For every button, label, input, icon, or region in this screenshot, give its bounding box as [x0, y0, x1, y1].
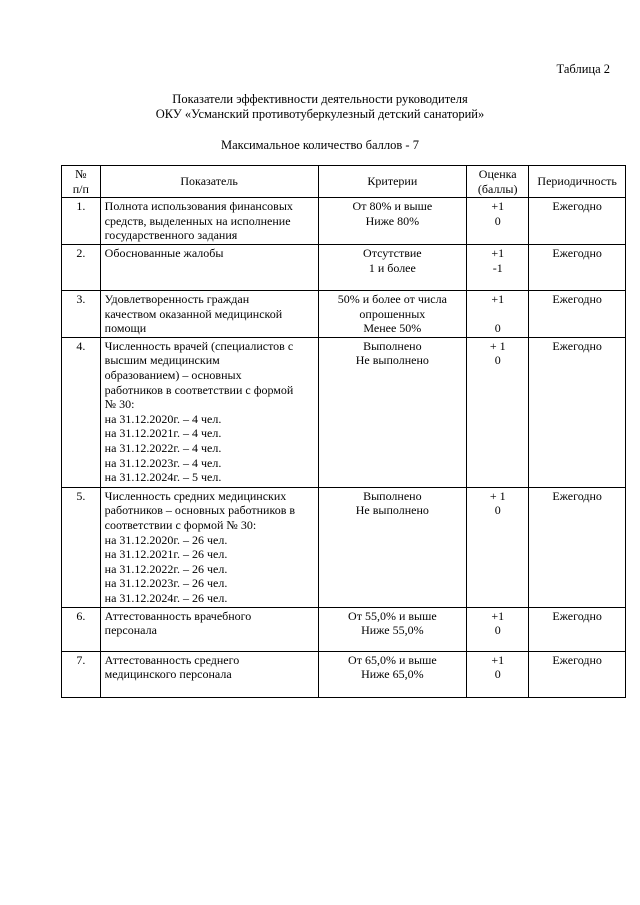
document-title-line-2: ОКУ «Усманский противотуберкулезный детский санаторий»: [155, 107, 485, 121]
criteria-cell-line: 50% и более от числа: [337, 291, 447, 306]
criteria-cell-line: Отсутствие: [363, 245, 422, 260]
row-number: 5.: [62, 487, 101, 607]
indicator-cell: [100, 244, 318, 290]
period-cell: Ежегодно: [529, 290, 626, 337]
indicator-cell-line: на 31.12.2020г. – 4 чел.: [104, 411, 222, 426]
indicator-cell-line: помощи: [104, 321, 147, 336]
score-cell: [467, 198, 529, 245]
indicator-cell-line: Численность средних медицинских: [104, 488, 287, 503]
criteria-cell: [318, 244, 467, 290]
score-cell: [467, 337, 529, 487]
indicator-cell-line: Аттестованность среднего: [104, 652, 240, 667]
period-cell: Ежегодно: [529, 244, 626, 290]
criteria-cell-line: опрошенных: [359, 306, 426, 321]
indicator-cell-line: высшим медицинским: [104, 353, 220, 368]
table-row: [62, 607, 626, 651]
header-score-line-1: Оценка: [478, 167, 517, 181]
criteria-cell-line: Ниже 65,0%: [361, 667, 424, 682]
score-cell: [467, 487, 529, 607]
row-number: 1.: [62, 198, 101, 245]
score-cell-line: 0: [494, 623, 501, 638]
score-cell-line: + 1: [489, 338, 506, 353]
table-row: [62, 337, 626, 487]
indicator-cell-line: на 31.12.2023г. – 26 чел.: [104, 576, 228, 591]
indicator-cell-line: работников – основных работников в: [104, 503, 296, 518]
indicator-cell-line: на 31.12.2024г. – 26 чел.: [104, 590, 228, 605]
indicator-cell-line: персонала: [104, 623, 157, 638]
period-cell: Ежегодно: [529, 198, 626, 245]
indicator-cell-line: Полнота использования финансовых: [104, 199, 293, 214]
max-score-line: Максимальное количество баллов - 7: [221, 138, 419, 152]
criteria-cell-line: Выполнено: [363, 488, 422, 503]
criteria-cell: [318, 198, 467, 245]
criteria-cell: [318, 607, 467, 651]
score-cell: [467, 244, 529, 290]
criteria-cell-line: Не выполнено: [355, 503, 429, 518]
score-cell: [467, 290, 529, 337]
indicator-cell-line: Аттестованность врачебного: [104, 608, 252, 623]
table-number-label: Таблица 2: [556, 62, 610, 76]
indicator-cell-line: качеством оказанной медицинской: [104, 306, 283, 321]
header-num: [62, 166, 101, 198]
criteria-cell: [318, 290, 467, 337]
header-period: Периодичность: [529, 166, 626, 198]
score-cell: [467, 651, 529, 697]
period-cell: Ежегодно: [529, 651, 626, 697]
row-number: 2.: [62, 244, 101, 290]
criteria-cell-line: От 55,0% и выше: [348, 608, 437, 623]
criteria-cell-line: Не выполнено: [355, 353, 429, 368]
indicator-cell-line: Удовлетворенность граждан: [104, 291, 250, 306]
header-num-line-2: п/п: [72, 181, 89, 196]
score-cell-line: [471, 307, 524, 322]
score-cell-line: 0: [494, 667, 501, 682]
table-row: [62, 244, 626, 290]
indicator-cell-line: на 31.12.2023г. – 4 чел.: [104, 455, 222, 470]
table-row: [62, 198, 626, 245]
score-cell-line: -1: [492, 260, 503, 275]
table-row: [62, 290, 626, 337]
row-number: 4.: [62, 337, 101, 487]
score-cell-line: 0: [494, 321, 501, 336]
indicator-cell-line: на 31.12.2022г. – 26 чел.: [104, 561, 228, 576]
indicator-cell-line: государственного задания: [104, 228, 238, 243]
criteria-cell-line: От 65,0% и выше: [348, 652, 437, 667]
indicator-cell-line: на 31.12.2021г. – 4 чел.: [104, 426, 222, 441]
indicator-cell: [100, 337, 318, 487]
score-cell-line: +1: [491, 199, 505, 214]
indicator-cell-line: образованием) – основных: [104, 367, 242, 382]
period-cell: Ежегодно: [529, 607, 626, 651]
score-cell-line: 0: [494, 353, 501, 368]
score-cell-line: 0: [494, 503, 501, 518]
header-criteria: Критерии: [318, 166, 467, 198]
indicator-cell-line: Обоснованные жалобы: [104, 245, 224, 260]
indicator-cell: [100, 290, 318, 337]
row-number: 3.: [62, 290, 101, 337]
score-cell-line: + 1: [489, 488, 506, 503]
period-cell: Ежегодно: [529, 337, 626, 487]
indicators-table: [61, 165, 626, 698]
criteria-cell: [318, 487, 467, 607]
row-number: 6.: [62, 607, 101, 651]
criteria-cell-line: 1 и более: [368, 260, 416, 275]
criteria-cell-line: Выполнено: [363, 338, 422, 353]
indicator-cell: [100, 651, 318, 697]
table-header-row: [62, 166, 626, 198]
indicator-cell-line: работников в соответствии с формой: [104, 382, 294, 397]
indicator-cell-line: на 31.12.2021г. – 26 чел.: [104, 547, 228, 562]
indicator-cell: [100, 607, 318, 651]
table-row: [62, 651, 626, 697]
indicator-cell-line: № 30:: [104, 397, 135, 412]
header-score: [467, 166, 529, 198]
criteria-cell-line: От 80% и выше: [352, 199, 433, 214]
indicator-cell: [100, 487, 318, 607]
indicator-cell-line: на 31.12.2022г. – 4 чел.: [104, 440, 222, 455]
criteria-cell-line: Ниже 55,0%: [361, 623, 424, 638]
score-cell-line: +1: [491, 291, 505, 306]
score-cell: [467, 607, 529, 651]
score-cell-line: +1: [491, 652, 505, 667]
indicator-cell-line: соответствии с формой № 30:: [104, 517, 257, 532]
criteria-cell-line: Менее 50%: [363, 321, 422, 336]
row-number: 7.: [62, 651, 101, 697]
criteria-cell-line: Ниже 80%: [365, 213, 420, 228]
period-cell: Ежегодно: [529, 487, 626, 607]
criteria-cell: [318, 651, 467, 697]
table-row: [62, 487, 626, 607]
header-num-line-1: №: [75, 167, 87, 181]
indicator-cell-line: на 31.12.2024г. – 5 чел.: [104, 470, 222, 485]
criteria-cell: [318, 337, 467, 487]
indicator-cell-line: Численность врачей (специалистов с: [104, 338, 294, 353]
indicator-cell: [100, 198, 318, 245]
score-cell-line: +1: [491, 608, 505, 623]
document-title-line-1: Показатели эффективности деятельности руководителя: [172, 92, 468, 106]
indicator-cell-line: на 31.12.2020г. – 26 чел.: [104, 532, 228, 547]
indicator-cell-line: средств, выделенных на исполнение: [104, 213, 291, 228]
indicator-cell-line: медицинского персонала: [104, 667, 232, 682]
header-score-line-2: (баллы): [477, 181, 518, 196]
header-indicator: Показатель: [100, 166, 318, 198]
score-cell-line: 0: [494, 213, 501, 228]
score-cell-line: +1: [491, 245, 505, 260]
